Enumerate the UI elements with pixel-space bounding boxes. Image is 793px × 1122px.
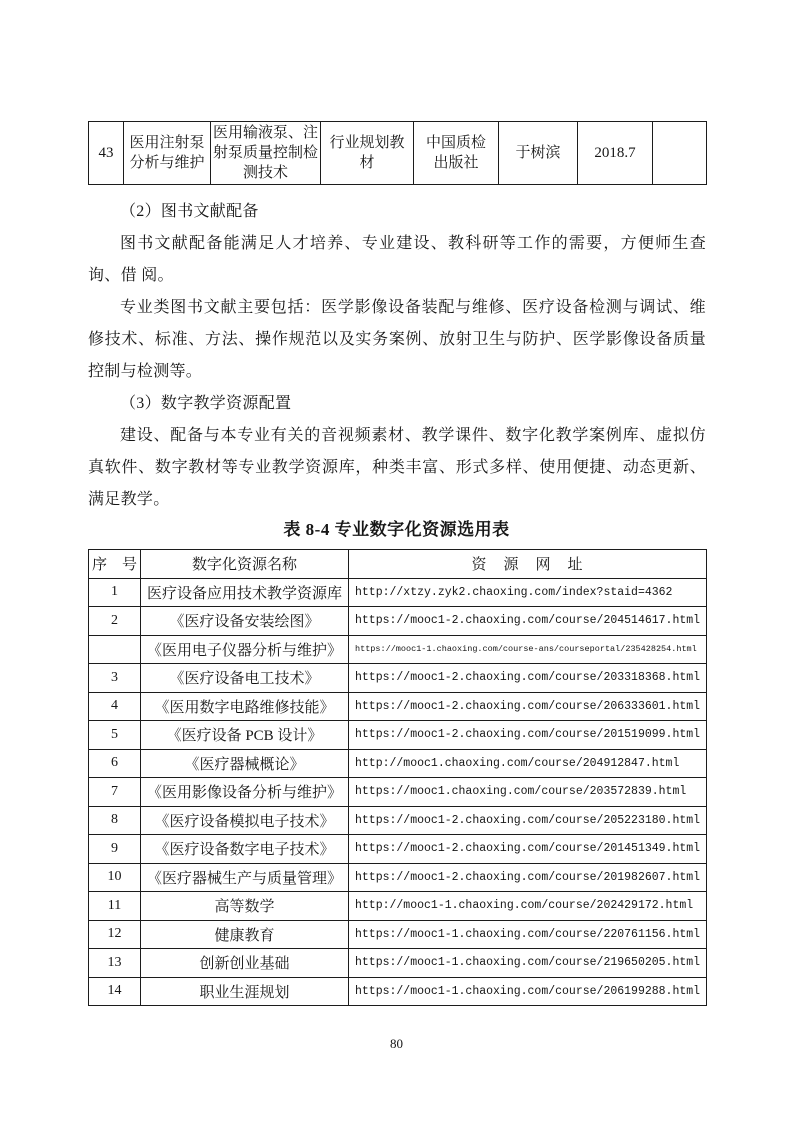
header-no: 序 号 — [89, 550, 141, 579]
table-row — [89, 664, 707, 693]
row-name: 医疗设备应用技术教学资源库 — [141, 578, 349, 607]
row-url: https://mooc1-2.chaoxing.com/course/201451349.html — [349, 835, 707, 864]
row-name: 《医用电子仪器分析与维护》 — [141, 635, 349, 664]
row-url: http://xtzy.zyk2.chaoxing.com/index?staid=4362 — [349, 578, 707, 607]
table-row — [89, 778, 707, 807]
table-row — [89, 607, 707, 636]
row-name: 《医疗设备数字电子技术》 — [141, 835, 349, 864]
row-name: 《医疗器械概论》 — [141, 749, 349, 778]
row-url: http://mooc1-1.chaoxing.com/course/202429172.html — [349, 892, 707, 921]
textbook-row-publisher: 中国质检出版社 — [414, 122, 499, 185]
row-url: https://mooc1-2.chaoxing.com/course/205223180.html — [349, 806, 707, 835]
row-no: 5 — [89, 721, 141, 750]
row-no: 2 — [89, 607, 141, 636]
table-row — [89, 892, 707, 921]
row-url: http://mooc1.chaoxing.com/course/204912847.html — [349, 749, 707, 778]
row-no: 1 — [89, 578, 141, 607]
row-no: 4 — [89, 692, 141, 721]
paragraph-books-2: 专业类图书文献主要包括：医学影像设备装配与维修、医疗设备检测与调试、维修技术、标准、方法、操作规范以及实务案例、放射卫生与防护、医学影像设备质量控制与检测等。 — [88, 299, 706, 380]
row-url: https://mooc1-1.chaoxing.com/course-ans/courseportal/235428254.html — [349, 635, 707, 664]
resource-table-body — [89, 578, 707, 1006]
row-name: 《医用数字电路维修技能》 — [141, 692, 349, 721]
row-url: https://mooc1.chaoxing.com/course/203572839.html — [349, 778, 707, 807]
row-url: https://mooc1-2.chaoxing.com/course/201519099.html — [349, 721, 707, 750]
row-no: 11 — [89, 892, 141, 921]
heading-digital-resources: （3）数字教学资源配置 — [120, 395, 292, 412]
table-row — [89, 920, 707, 949]
textbook-row-no: 43 — [89, 122, 124, 185]
row-no: 12 — [89, 920, 141, 949]
textbook-row-course: 医用注射泵分析与维护 — [124, 122, 211, 185]
row-name: 《医疗设备 PCB 设计》 — [141, 721, 349, 750]
paragraph-digital-1: 建设、配备与本专业有关的音视频素材、教学课件、数字化教学案例库、虚拟仿真软件、数字教材等专业教学资源库，种类丰富、形式多样、使用便捷、动态更新、满足教学。 — [88, 427, 706, 508]
table-row — [89, 863, 707, 892]
row-no: 14 — [89, 977, 141, 1006]
row-no: 8 — [89, 806, 141, 835]
row-name: 《医疗设备模拟电子技术》 — [141, 806, 349, 835]
textbook-row-author: 于树滨 — [499, 122, 578, 185]
table-row — [89, 806, 707, 835]
row-url: https://mooc1-2.chaoxing.com/course/206333601.html — [349, 692, 707, 721]
table-row — [89, 721, 707, 750]
textbook-row-date: 2018.7 — [578, 122, 653, 185]
row-no: 3 — [89, 664, 141, 693]
textbook-row — [89, 122, 707, 185]
row-name: 健康教育 — [141, 920, 349, 949]
table-row — [89, 692, 707, 721]
row-url: https://mooc1-1.chaoxing.com/course/206199288.html — [349, 977, 707, 1006]
row-url: https://mooc1-1.chaoxing.com/course/219650205.html — [349, 949, 707, 978]
row-no: 13 — [89, 949, 141, 978]
row-no: 6 — [89, 749, 141, 778]
row-no: 10 — [89, 863, 141, 892]
textbook-row-category: 行业规划教材 — [321, 122, 414, 185]
body-text — [88, 196, 706, 516]
heading-books-allocation: （2）图书文献配备 — [120, 203, 259, 220]
table-row — [89, 949, 707, 978]
row-no — [89, 635, 141, 664]
paragraph-books-1: 图书文献配备能满足人才培养、专业建设、教科研等工作的需要，方便师生查询、借 阅。 — [88, 235, 706, 284]
page-number: 80 — [390, 1036, 403, 1051]
table-row — [89, 749, 707, 778]
resource-table-title: 表 8-4 专业数字化资源选用表 — [283, 520, 510, 539]
resource-table — [88, 549, 707, 1006]
row-no: 7 — [89, 778, 141, 807]
table-row — [89, 835, 707, 864]
textbook-row-note — [653, 122, 707, 185]
row-url: https://mooc1-1.chaoxing.com/course/220761156.html — [349, 920, 707, 949]
row-name: 《医疗器械生产与质量管理》 — [141, 863, 349, 892]
textbook-row-title: 医用输液泵、注射泵质量控制检测技术 — [211, 122, 321, 185]
row-name: 《医疗设备电工技术》 — [141, 664, 349, 693]
row-url: https://mooc1-2.chaoxing.com/course/204514617.html — [349, 607, 707, 636]
table-row — [89, 578, 707, 607]
row-name: 《医用影像设备分析与维护》 — [141, 778, 349, 807]
row-no: 9 — [89, 835, 141, 864]
row-name: 创新创业基础 — [141, 949, 349, 978]
textbook-table-continued — [88, 121, 707, 185]
row-url: https://mooc1-2.chaoxing.com/course/203318368.html — [349, 664, 707, 693]
resource-table-header-row — [89, 550, 707, 579]
table-row — [89, 635, 707, 664]
row-name: 高等数学 — [141, 892, 349, 921]
table-row — [89, 977, 707, 1006]
row-name: 职业生涯规划 — [141, 977, 349, 1006]
header-url: 资 源 网 址 — [349, 550, 707, 579]
row-url: https://mooc1-2.chaoxing.com/course/201982607.html — [349, 863, 707, 892]
header-name: 数字化资源名称 — [141, 550, 349, 579]
row-name: 《医疗设备安装绘图》 — [141, 607, 349, 636]
